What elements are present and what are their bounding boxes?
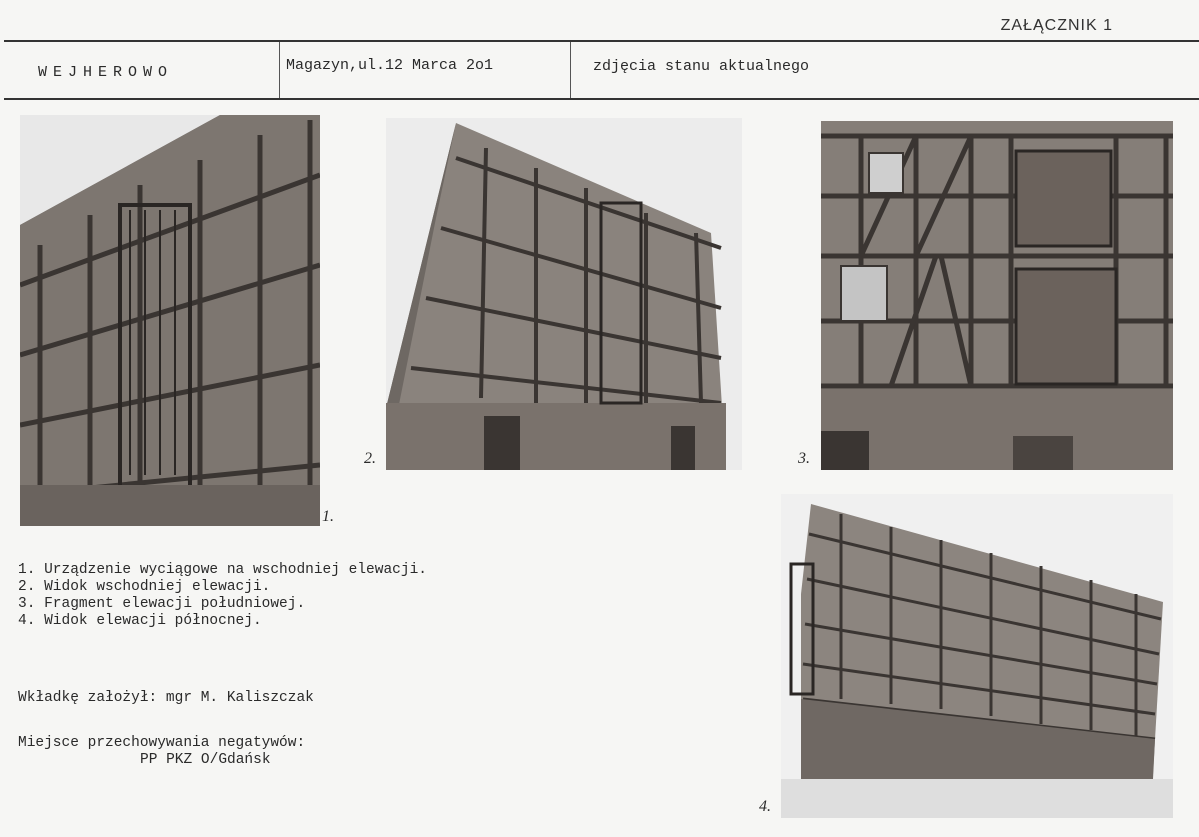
- negatives-location: PP PKZ O/Gdańsk: [140, 752, 271, 768]
- header-cell-city: [4, 42, 280, 98]
- photo-3-image: [821, 121, 1173, 470]
- sheet-description: zdjęcia stanu aktualnego: [593, 58, 810, 75]
- header-table: [4, 40, 1199, 100]
- object-address: Magazyn,ul.12 Marca 2o1: [286, 57, 494, 74]
- photo-4: [781, 494, 1173, 818]
- negatives-label: Miejsce przechowywania negatywów:: [18, 735, 306, 751]
- city-name: WEJHEROWO: [38, 64, 174, 81]
- photo-3-number: 3.: [798, 450, 810, 467]
- caption-item: 1. Urządzenie wyciągowe na wschodniej elewacji.: [18, 562, 427, 578]
- photo-1-number: 1.: [322, 508, 334, 525]
- header-cell-address: [280, 42, 571, 98]
- photo-4-image: [781, 494, 1173, 818]
- photo-2-number: 2.: [364, 450, 376, 467]
- caption-item: 4. Widok elewacji północnej.: [18, 613, 262, 629]
- caption-item: 2. Widok wschodniej elewacji.: [18, 579, 271, 595]
- caption-item: 3. Fragment elewacji południowej.: [18, 596, 306, 612]
- photo-1-image: [20, 115, 320, 526]
- annex-label: ZAŁĄCZNIK 1: [1000, 17, 1113, 34]
- photo-4-number: 4.: [759, 798, 771, 815]
- header-cell-description: [571, 42, 1199, 98]
- photo-captions: [18, 562, 427, 630]
- photo-1: [20, 115, 320, 526]
- photo-2: [386, 118, 742, 470]
- photo-3: [821, 121, 1173, 470]
- photo-2-image: [386, 118, 742, 470]
- sheet-founder: Wkładkę założył: mgr M. Kaliszczak: [18, 690, 314, 706]
